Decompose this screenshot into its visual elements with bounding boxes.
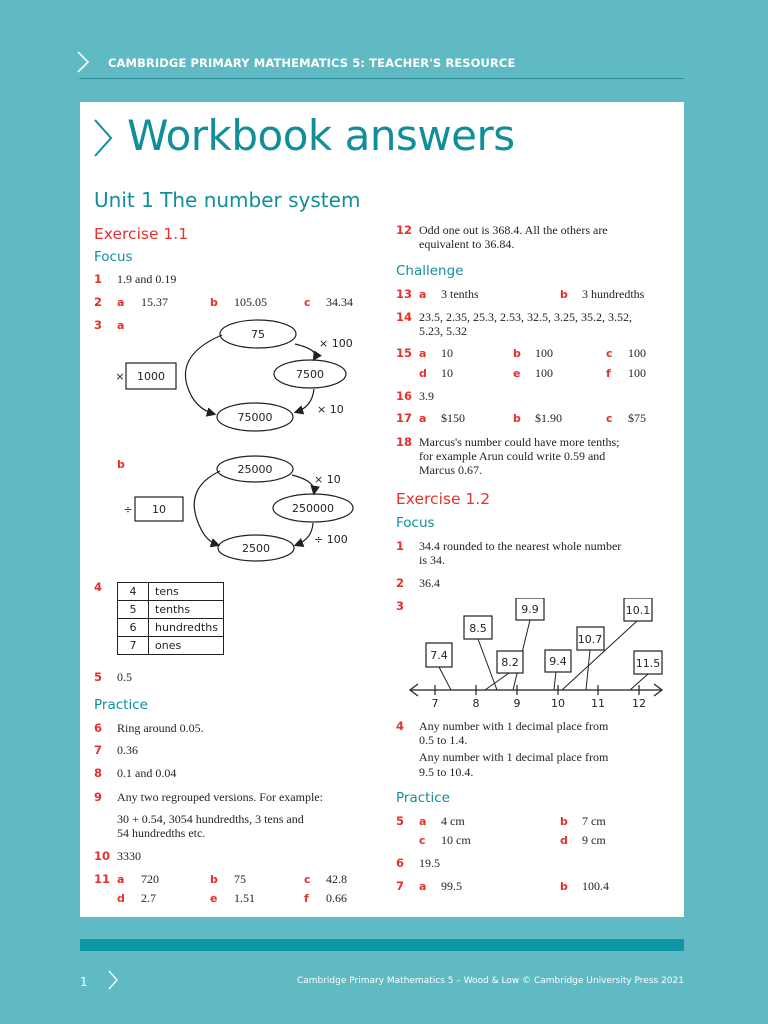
answer-text: Any number with 1 decimal place from [419, 719, 609, 733]
question-number: 2 [396, 576, 405, 590]
part-label: b [560, 815, 568, 828]
diagram-a-arrow-label: × 10 [317, 403, 344, 416]
unit-title: Unit 1 The number system [94, 188, 361, 212]
answer-text: 54 hundredths etc. [117, 826, 206, 840]
number-box-label: 7.4 [430, 649, 448, 662]
question-number: 7 [396, 879, 405, 893]
answer-text: 36.4 [419, 576, 440, 590]
diagram-b-right-value: 250000 [292, 502, 334, 515]
answer-text: is 34. [419, 553, 446, 567]
part-label: a [419, 880, 427, 893]
focus-heading: Focus [396, 515, 435, 531]
answer-text: 3 hundredths [582, 287, 645, 301]
diagram-b-operator-sign: ÷ [123, 503, 133, 516]
tick-label: 9 [513, 697, 521, 710]
answer-text: 3 tenths [441, 287, 479, 301]
exercise-1-1-title: Exercise 1.1 [94, 225, 189, 243]
table-cell: 6 [118, 619, 149, 637]
answer-text: for example Arun could write 0.59 and [419, 449, 606, 463]
question-number: 4 [94, 580, 103, 594]
answer-text: 15.37 [141, 295, 168, 309]
footer-credit: Cambridge Primary Mathematics 5 – Wood & Low © Cambridge University Press 2021 [296, 976, 684, 986]
table-cell: tenths [149, 601, 224, 619]
question-number: 16 [396, 389, 413, 403]
tick-label: 8 [472, 697, 480, 710]
number-box-label: 8.2 [501, 656, 519, 669]
question-number: 3 [396, 599, 405, 613]
header-rule [80, 78, 684, 79]
part-label: a [419, 347, 427, 360]
part-label: f [304, 892, 309, 905]
title-chevron-icon [92, 117, 114, 159]
number-line-diagram [405, 598, 670, 713]
answer-text: 100.4 [582, 879, 609, 893]
challenge-heading: Challenge [396, 263, 464, 279]
answer-text: 10 [441, 366, 453, 380]
table-cell: tens [149, 583, 224, 601]
answer-text: 100 [535, 366, 553, 380]
question-number: 10 [94, 849, 111, 863]
answer-text: 105.05 [234, 295, 267, 309]
question-number: 18 [396, 435, 413, 449]
answer-text: 9.5 to 10.4. [419, 765, 474, 779]
exercise-1-2-title: Exercise 1.2 [396, 490, 491, 508]
answer-text: 4 cm [441, 814, 465, 828]
diagram-a-operator-value: 1000 [137, 370, 165, 383]
answer-text: 0.36 [117, 743, 138, 757]
part-label: b [513, 412, 521, 425]
number-box-label: 9.4 [549, 655, 567, 668]
question-number: 7 [94, 743, 103, 757]
diagram-a-operator-sign: × [115, 370, 125, 383]
place-value-table [117, 582, 224, 655]
answer-text: Any two regrouped versions. For example: [117, 790, 323, 804]
question-number: 9 [94, 790, 103, 804]
part-label: c [606, 347, 613, 360]
answer-text: 1.51 [234, 891, 255, 905]
part-label: c [419, 834, 426, 847]
table-cell: 7 [118, 637, 149, 655]
part-label: a [419, 288, 427, 301]
question-number: 5 [396, 814, 405, 828]
part-label: b [513, 347, 521, 360]
table-cell: 5 [118, 601, 149, 619]
diagram-a-bottom-value: 75000 [237, 411, 273, 424]
answer-text: 42.8 [326, 872, 347, 886]
answer-text: 7 cm [582, 814, 606, 828]
answer-text: 5.23, 5.32 [419, 324, 467, 338]
question-number: 2 [94, 295, 103, 309]
part-label: d [419, 367, 427, 380]
division-diagram-b [110, 455, 360, 575]
question-number: 5 [94, 670, 103, 684]
multiplication-diagram-a [110, 315, 360, 435]
diagram-a-top-value: 75 [251, 328, 265, 341]
tick-label: 7 [431, 697, 439, 710]
answer-text: 100 [535, 346, 553, 360]
question-number: 12 [396, 223, 413, 237]
part-label: a [117, 319, 125, 332]
answer-text: equivalent to 36.84. [419, 237, 515, 251]
practice-heading: Practice [396, 790, 450, 806]
tick-label: 10 [551, 697, 565, 710]
answer-text: 10 cm [441, 833, 471, 847]
part-label: e [210, 892, 218, 905]
answer-text: 10 [441, 346, 453, 360]
answer-text: Marcus 0.67. [419, 463, 482, 477]
header-chevron-icon [76, 50, 90, 74]
part-label: b [210, 873, 218, 886]
page-number: 1 [80, 975, 88, 989]
answer-text: $1.90 [535, 411, 562, 425]
question-number: 8 [94, 766, 103, 780]
answer-text: 3.9 [419, 389, 434, 403]
question-number: 17 [396, 411, 413, 425]
part-label: a [419, 412, 427, 425]
number-box-label: 9.9 [521, 603, 539, 616]
answer-text: 1.9 and 0.19 [117, 272, 177, 286]
diagram-b-bottom-value: 2500 [242, 542, 270, 555]
answer-text: 100 [628, 346, 646, 360]
answer-text: 0.1 and 0.04 [117, 766, 177, 780]
table-row [118, 601, 224, 619]
question-number: 1 [396, 539, 405, 553]
answer-text: Odd one out is 368.4. All the others are [419, 223, 608, 237]
answer-text: $75 [628, 411, 646, 425]
table-row [118, 637, 224, 655]
diagram-b-top-value: 25000 [237, 463, 273, 476]
part-label: b [210, 296, 218, 309]
diagram-b-operator-value: 10 [152, 503, 166, 516]
part-label: b [560, 288, 568, 301]
answer-text: 19.5 [419, 856, 440, 870]
part-label: a [419, 815, 427, 828]
answer-text: 0.66 [326, 891, 347, 905]
part-label: f [606, 367, 611, 380]
answer-text: 3330 [117, 849, 141, 863]
question-number: 6 [396, 856, 405, 870]
answer-text: 100 [628, 366, 646, 380]
table-cell: ones [149, 637, 224, 655]
table-row [118, 619, 224, 637]
diagram-a-right-value: 7500 [296, 368, 324, 381]
number-box-label: 11.5 [635, 657, 661, 670]
part-label: a [117, 296, 125, 309]
header-title: CAMBRIDGE PRIMARY MATHEMATICS 5: TEACHER'S RESOURCE [108, 56, 516, 70]
diagram-b-arrow-label: ÷ 100 [314, 533, 348, 546]
question-number: 6 [94, 721, 103, 735]
part-label: e [513, 367, 521, 380]
tick-label: 11 [591, 697, 605, 710]
part-label: c [304, 296, 311, 309]
footer-chevron-icon [108, 970, 118, 990]
table-cell: hundredths [149, 619, 224, 637]
answer-text: 23.5, 2.35, 25.3, 2.53, 32.5, 3.25, 35.2, 3.52, [419, 310, 632, 324]
answer-text: 34.4 rounded to the nearest whole number [419, 539, 622, 553]
part-label: b [117, 458, 125, 471]
answer-text: 30 + 0.54, 3054 hundredths, 3 tens and [117, 812, 304, 826]
number-box-label: 10.7 [577, 633, 603, 646]
number-box-label: 10.1 [625, 604, 651, 617]
answer-text: Ring around 0.05. [117, 721, 204, 735]
part-label: d [560, 834, 568, 847]
answer-text: 2.7 [141, 891, 156, 905]
answer-text: Any number with 1 decimal place from [419, 750, 609, 764]
page-title: Workbook answers [127, 111, 515, 160]
answer-text: 0.5 to 1.4. [419, 733, 468, 747]
question-number: 11 [94, 872, 111, 886]
answer-text: 0.5 [117, 670, 132, 684]
answer-text: 75 [234, 872, 246, 886]
diagram-b-arrow-label: × 10 [314, 473, 341, 486]
table-cell: 4 [118, 583, 149, 601]
answer-text: 9 cm [582, 833, 606, 847]
answer-text: 99.5 [441, 879, 462, 893]
question-number: 15 [396, 346, 413, 360]
number-box-label: 8.5 [469, 622, 487, 635]
answer-text: Marcus's number could have more tenths; [419, 435, 620, 449]
focus-heading: Focus [94, 249, 133, 265]
practice-heading: Practice [94, 697, 148, 713]
diagram-a-arrow-label: × 100 [319, 337, 353, 350]
tick-label: 12 [632, 697, 646, 710]
part-label: b [560, 880, 568, 893]
answer-text: $150 [441, 411, 465, 425]
answer-text: 34.34 [326, 295, 353, 309]
answer-text: 720 [141, 872, 159, 886]
part-label: a [117, 873, 125, 886]
question-number: 1 [94, 272, 103, 286]
question-number: 13 [396, 287, 413, 301]
part-label: c [606, 412, 613, 425]
footer-bar [80, 939, 684, 951]
question-number: 14 [396, 310, 413, 324]
part-label: d [117, 892, 125, 905]
part-label: c [304, 873, 311, 886]
question-number: 4 [396, 719, 405, 733]
question-number: 3 [94, 318, 103, 332]
table-row [118, 583, 224, 601]
